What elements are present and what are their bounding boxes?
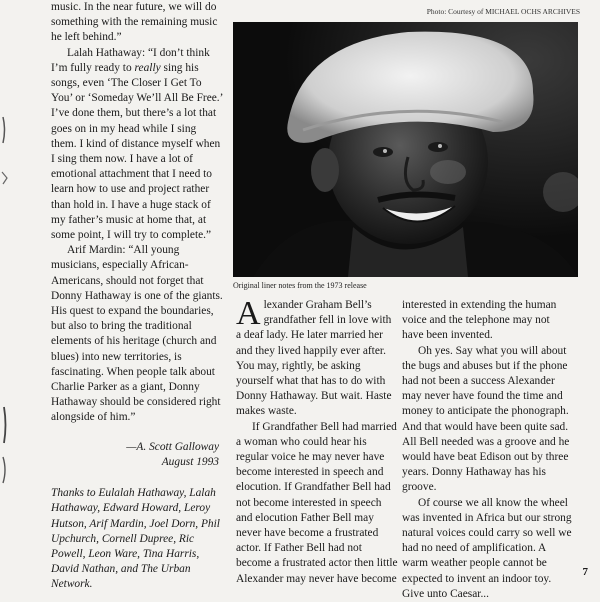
liner-notes-column-1 (236, 295, 399, 587)
liner-notes-paragraph: Oh yes. Say what you will about the bugs and abuses but if the phone had not been a success Alexander may never have found the time and money to anticipate the phonograph. And that would have been quite sad. All Bell needed was a groove and he would have beat Edison out by three years. Donny Hathaway has his groove. (402, 344, 570, 494)
portrait-illustration (233, 22, 578, 277)
binder-mark (0, 455, 10, 485)
left-column (51, 0, 223, 593)
liner-notes-paragraph: Of course we all know the wheel was invented in Africa but our strong natural voices could carry so well we had no need of amplification. A warm weather people cannot be expected to invent an indoor toy. Give unto Caesar... (402, 496, 572, 600)
donny-hathaway-photo (233, 22, 578, 277)
liner-notes-paragraph: If Grandfather Bell had married a woman who could hear his regular voice he may never have become interested in speech and elocution. If Grandfather Bell had not become interested in speech and elocution Father Bell may never have become a frustrated actor. If Father Bell had not become a frustrated actor then little Alexander may never have become (236, 420, 398, 585)
arif-mardin-quote: Arif Mardin: “All young musicians, especially African-Americans, should not forget that Donny Hathaway is one of the giants. His quest to expand the boundaries, but also to bring the traditional elements of his heritage (church and blues) into new territories, is fascinating. When people talk about Charlie Parker as a giant, Donny Hathaway should be considered right alongside of him.” (51, 244, 223, 424)
acknowledgements: Thanks to Eulalah Hathaway, Lalah Hathaway, Edward Howard, Leroy Hutson, Arif Mardin, Joel Dorn, Phil Upchurch, Cornell Dupree, Ric Powell, Leon Ware, Tina Harris, David Nathan, and The Urban Network. (51, 487, 220, 591)
binder-mark (0, 168, 10, 188)
closing-paragraph: music. In the near future, we will do something with the remaining music he left behind.” (51, 1, 218, 44)
emphasis-text: really (134, 61, 161, 74)
photo-caption: Original liner notes from the 1973 release (233, 281, 367, 290)
binder-mark (0, 405, 10, 445)
binder-mark (0, 115, 10, 145)
liner-notes-paragraph: interested in extending the human voice and the telephone may not have been invented. (402, 299, 557, 342)
author-signature (51, 440, 223, 470)
photo-credit: Photo: Courtesy of MICHAEL OCHS ARCHIVES (426, 7, 580, 16)
drop-cap: A (236, 295, 261, 332)
liner-notes-opening: Alexander Graham Bell’s grandfather fell in love with a deaf lady. He later married her and they lived happily ever after. You may, rightly, be asking yourself what that has to do with Donny Hathaway. But wait. Haste makes waste. (236, 295, 392, 418)
page-number: 7 (582, 566, 588, 578)
author-name: —A. Scott Galloway (126, 440, 219, 453)
liner-notes-column-2 (402, 298, 574, 602)
lalah-hathaway-quote: Lalah Hathaway: “I don’t think I’m fully ready to really sing his songs, even ‘The Closer I Get To You’ or ‘Someday We’ll All Be Free.’ I’ve done them, but there’s a lot that goes on in my head while I sing them. I kind of distance myself when I sing them now. I have a lot of emotional attachment that I need to learn how to use and project rather than hold in. I have a huge stack of my father’s music at home that, at some point, I will try to complete.” (51, 46, 223, 242)
signature-date: August 1993 (161, 455, 219, 468)
